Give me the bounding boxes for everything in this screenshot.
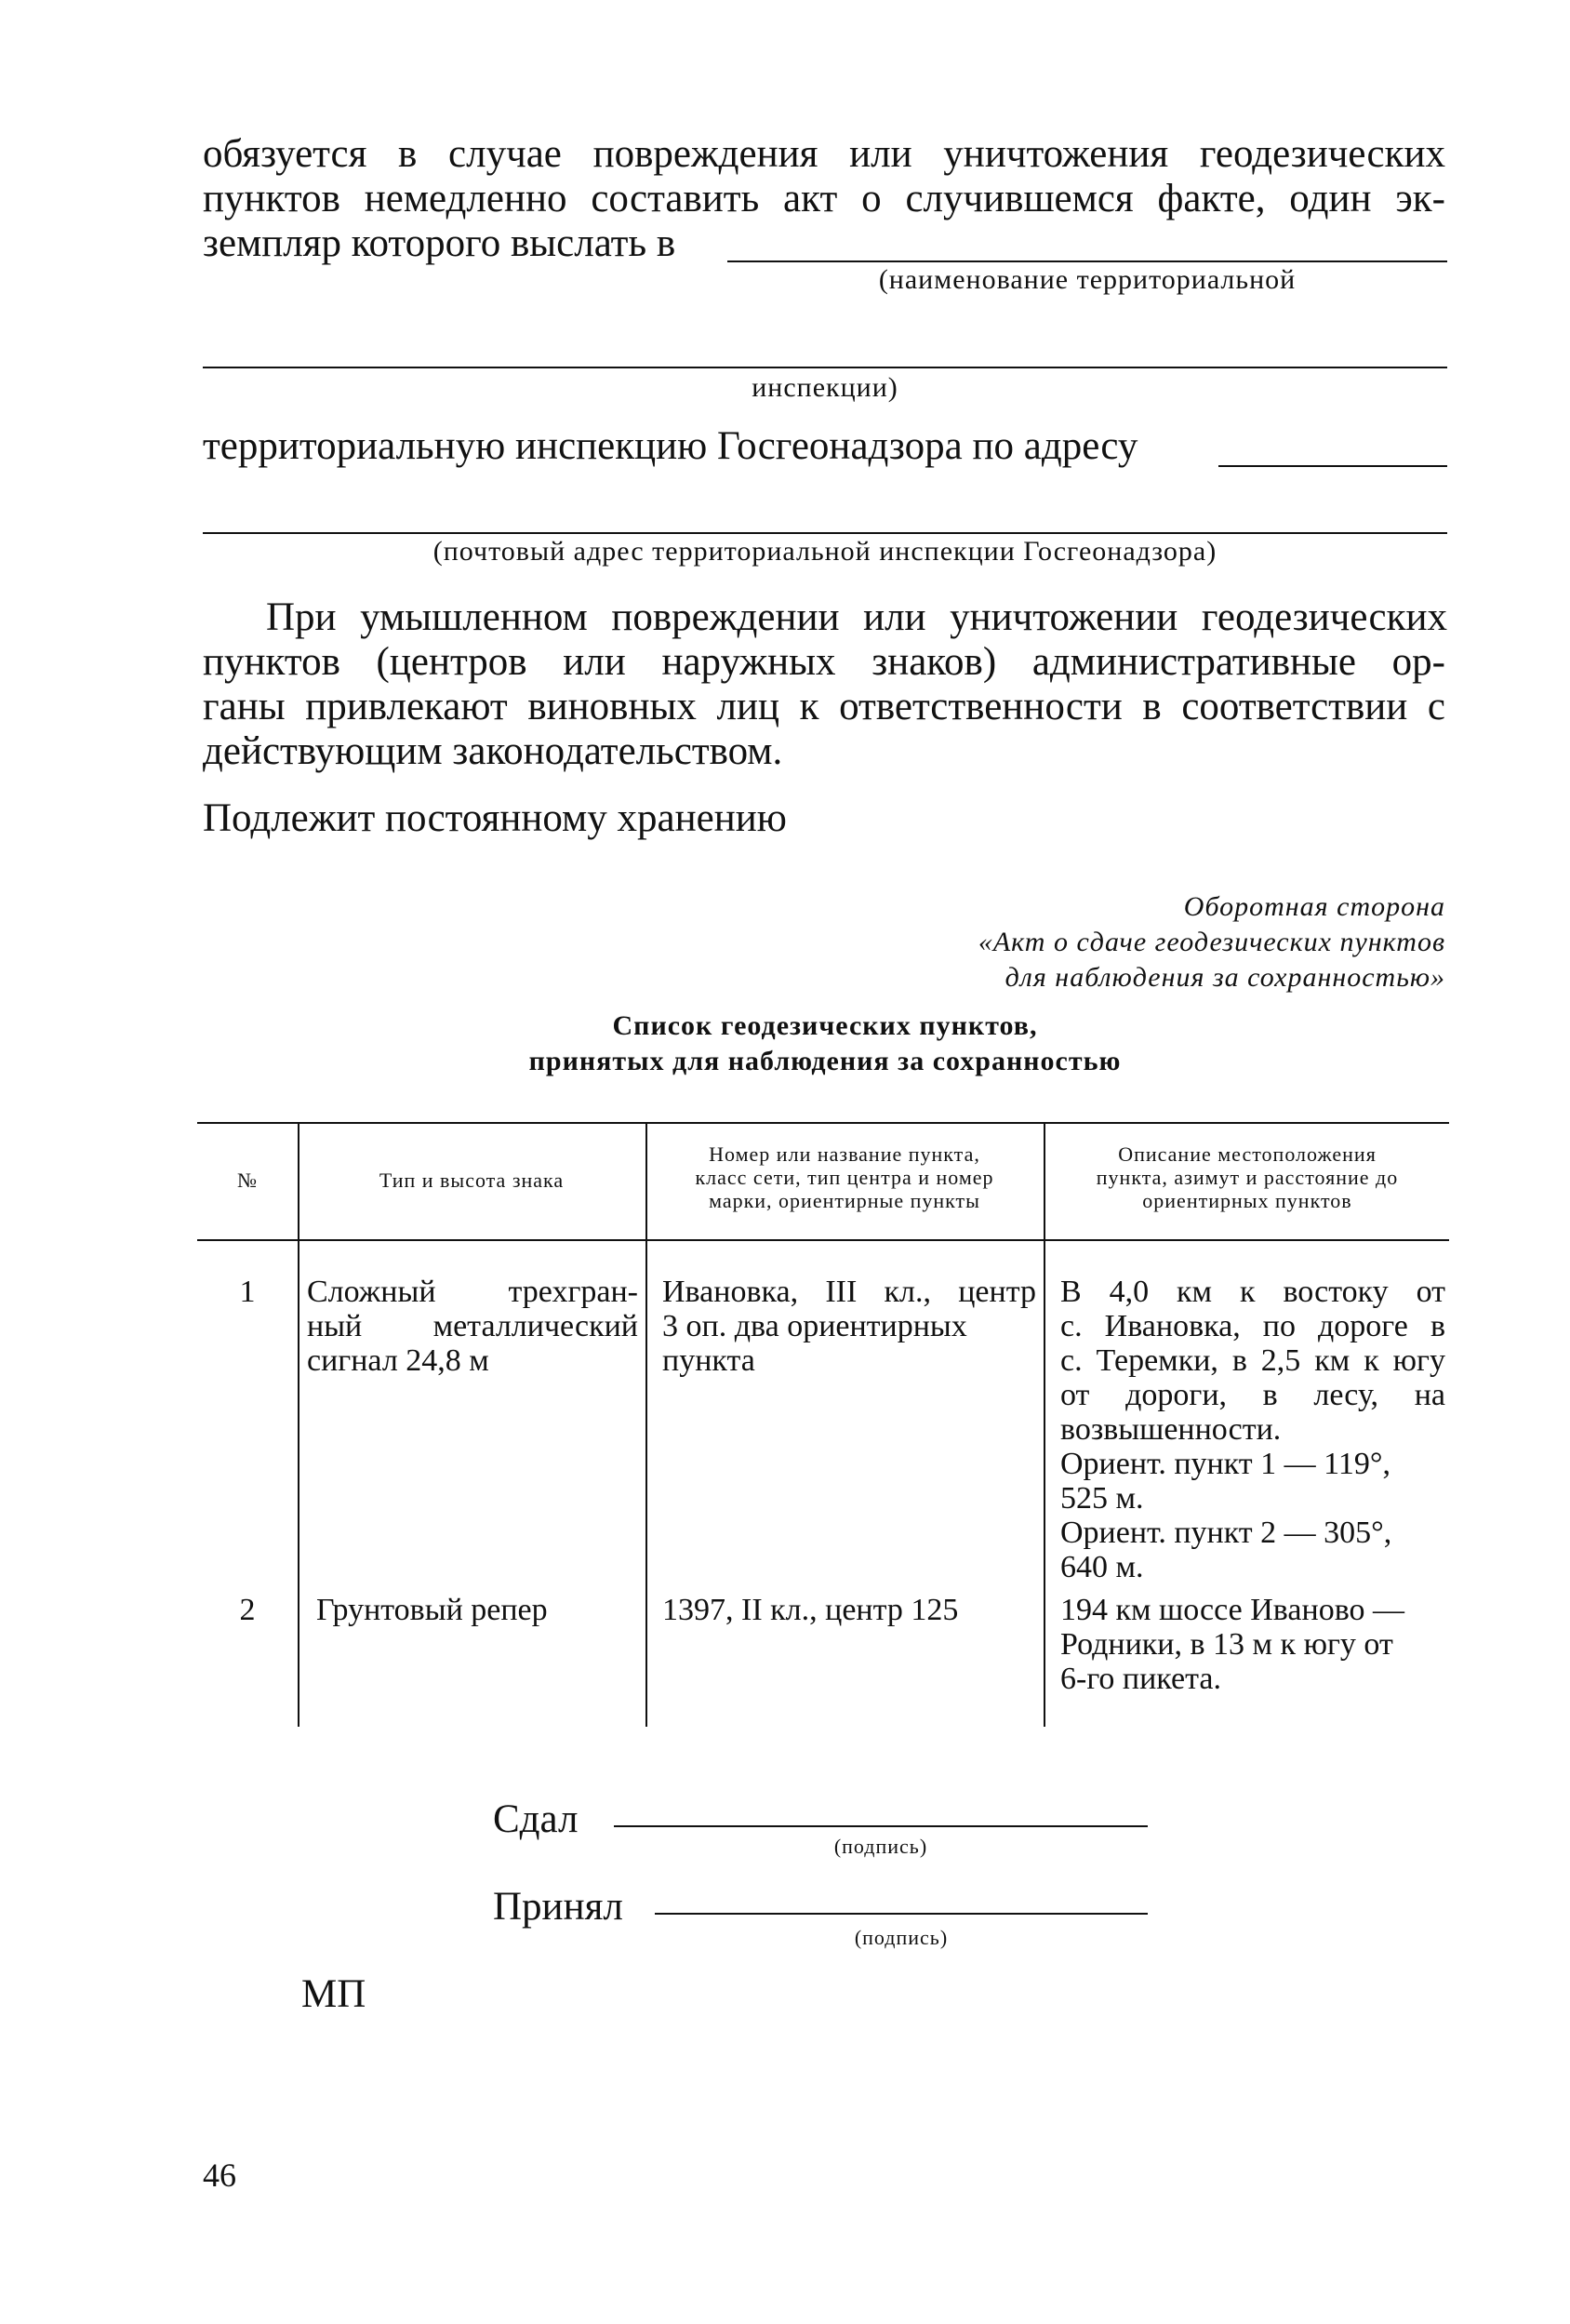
list-title-line-2: принятых для наблюдения за сохранностью (528, 1046, 1122, 1076)
reverse-side-line-1: Оборотная сторона (1183, 891, 1445, 922)
blank-line-territorial-2 (203, 367, 1447, 368)
table-top-rule (197, 1122, 1449, 1124)
received-signature-line[interactable] (655, 1913, 1148, 1915)
paragraph-3-line-3: ганы привлекают виновных лиц к ответственности в соответствии с (203, 685, 1445, 728)
row-1-location: В 4,0 км к востоку от с. Ивановка, по дороге в с. Теремки, в 2,5 км к югу от дороги, в лесу, на возвышенности. Ориент. пункт 1 — 119°, 525 м. Ориент. пункт 2 — 305°, 640 м. (1060, 1275, 1445, 1584)
caption-territorial-1: (наименование территориальной (878, 264, 1297, 295)
received-label: Принял (493, 1885, 623, 1929)
header-location: Описание местоположения пункта, азимут и расстояние до ориентирных пунктов (1096, 1142, 1399, 1212)
row-1-num: 1 (239, 1275, 256, 1309)
table-col-divider-2 (645, 1122, 647, 1727)
row-2-num: 2 (239, 1593, 256, 1627)
row-2-type: Грунтовый репер (316, 1593, 548, 1627)
reverse-side-line-2: «Акт о сдаче геодезических пунктов (978, 927, 1445, 957)
row-1-name: Ивановка, III кл., центр 3 оп. два ориентирных пункта (662, 1275, 1036, 1378)
received-caption: (подпись) (854, 1926, 949, 1949)
paragraph-2: территориальную инспекцию Госгеонадзора по адресу (203, 424, 1138, 468)
paragraph-3-line-1: При умышленном повреждении или уничтожении геодезических (266, 595, 1447, 639)
handed-label: Сдал (493, 1797, 579, 1841)
paragraph-1-line-1: обязуется в случае повреждения или уничтожения геодезических (203, 132, 1445, 176)
handed-caption: (подпись) (833, 1835, 928, 1858)
row-2-location: 194 км шоссе Иваново — Родники, в 13 м к югу от 6-го пикета. (1060, 1593, 1405, 1696)
paragraph-1-line-3: земпляр которого выслать в (203, 221, 676, 265)
blank-line-postal (203, 532, 1447, 534)
header-type: Тип и высота знака (379, 1169, 565, 1192)
row-1-type: Сложный трехгран- ный металлический сигнал 24,8 м (307, 1275, 638, 1378)
row-2-name: 1397, II кл., центр 125 (662, 1593, 959, 1627)
header-name: Номер или название пункта, класс сети, тип центра и номер марки, ориентирные пункты (695, 1142, 994, 1212)
table-header-rule (197, 1239, 1449, 1241)
blank-line-territorial (727, 260, 1447, 262)
blank-line-address (1218, 465, 1447, 467)
paragraph-3-line-4: действующим законодательством. (203, 729, 783, 773)
caption-territorial-2: инспекции) (752, 372, 898, 403)
handed-signature-line[interactable] (614, 1825, 1148, 1827)
paragraph-1-line-2: пунктов немедленно составить акт о случившемся факте, один эк- (203, 177, 1445, 220)
reverse-side-line-3: для наблюдения за сохранностью» (1005, 962, 1445, 993)
list-title-line-1: Список геодезических пунктов, (612, 1010, 1038, 1041)
caption-postal: (почтовый адрес территориальной инспекции Госгеонадзора) (432, 536, 1217, 567)
paragraph-3-line-2: пунктов (центров или наружных знаков) административные ор- (203, 640, 1445, 684)
page-number: 46 (203, 2157, 236, 2194)
storage-note: Подлежит постоянному хранению (203, 796, 787, 840)
table-col-divider-3 (1044, 1122, 1045, 1727)
table-col-divider-1 (298, 1122, 299, 1727)
header-num: № (237, 1169, 258, 1192)
stamp-label: МП (301, 1972, 366, 2016)
